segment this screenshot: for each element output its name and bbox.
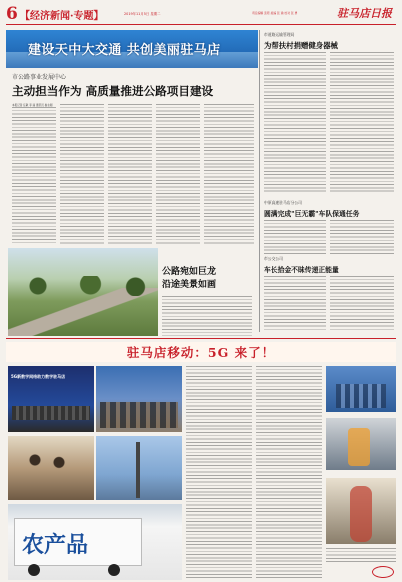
photo-trees [8, 276, 158, 296]
5g-right-photo-1-detail [336, 384, 386, 408]
5g-demo-people [100, 402, 178, 428]
masthead: 驻马店日报 [337, 7, 392, 20]
5g-tower-shape [136, 442, 140, 498]
5g-experience-figures [20, 448, 80, 496]
5g-demo-photo [96, 366, 182, 432]
story2-headline: 为帮扶村捐赠健身器械 [264, 41, 338, 50]
story4-column-2 [330, 276, 394, 332]
story1-column-4 [156, 104, 200, 245]
section-title: 【经济新闻·专题】 [20, 11, 104, 22]
5g-agri-truck-photo [8, 504, 182, 580]
5g-right-photo-2-worker [348, 428, 370, 466]
story2-kicker: 市道路运输管理局 [264, 32, 295, 37]
header-rule [6, 24, 396, 25]
story2-column-3 [264, 128, 326, 192]
section-title-text: 经济新闻·专题 [30, 11, 94, 22]
story1-column-2 [60, 104, 104, 245]
5g-right-caption [326, 548, 396, 564]
story3-headline: 圆满完成"巨无霸"车队保通任务 [264, 210, 360, 218]
page-logo [372, 566, 394, 578]
story1-headline: 主动担当作为 高质量推进公路项目建设 [12, 84, 214, 98]
5g-right-photo-3-figure [350, 486, 372, 542]
5g-experience-photo [8, 436, 94, 500]
date-line: 2019年11月5日 星期二 [124, 12, 161, 16]
page-number: 6 [6, 4, 18, 24]
rural-road-headline [162, 266, 216, 292]
rural-road-photo [8, 248, 158, 336]
rural-road-title-1: 公路宛如巨龙 [162, 267, 217, 277]
5g-headline-wrap [6, 342, 396, 362]
story4-headline: 车长拾金不昧传递正能量 [264, 266, 339, 274]
story1-column-3 [108, 104, 152, 245]
5g-launch-photo [8, 366, 94, 432]
story3-column-2 [330, 220, 394, 254]
5g-section-top-rule [6, 338, 396, 339]
story1-byline: 本报记者 任敏 李 丽 通讯员 崔永刚 [12, 104, 53, 107]
story4-kicker: 市公交公司 [264, 256, 283, 261]
right-divider [259, 30, 260, 332]
rural-road-title-2: 沿途美景如画 [162, 280, 217, 290]
5g-stage-banner: 5G新数字网络助力数字驻马店 [11, 374, 66, 379]
truck-text: 农产品 [22, 533, 89, 558]
truck-wheel-2 [108, 564, 120, 576]
5g-headline: 驻马店移动：5G 来了！ [126, 345, 276, 360]
story2-column-1 [264, 52, 326, 126]
story3-column-1 [264, 220, 326, 254]
story3-kicker: 中原高速驻马店分公司 [264, 200, 302, 205]
editor-line: 责任编辑 张原 美编 张 瑜 校对 张 勇 [252, 11, 298, 15]
5g-stage-crowd [12, 406, 90, 420]
truck-wheel-1 [28, 564, 40, 576]
5g-tower-photo [96, 436, 182, 500]
5g-right-photo-1 [326, 366, 396, 412]
story2-column-4 [330, 128, 394, 192]
top-banner [6, 30, 258, 68]
rural-road-caption-text [162, 296, 252, 336]
story1-kicker: 市公路事业发展中心 [12, 74, 67, 81]
story2-column-2 [330, 52, 394, 126]
story1-column-5 [204, 104, 254, 245]
5g-right-photo-2 [326, 418, 396, 470]
page-header [6, 4, 396, 30]
story1-column-1 [12, 107, 56, 245]
5g-column-2 [256, 366, 322, 578]
banner-title: 建设天中大交通 共创美丽驻马店 [28, 43, 221, 58]
story4-column-1 [264, 276, 326, 332]
5g-right-photo-3 [326, 478, 396, 544]
5g-column-1 [186, 366, 252, 578]
